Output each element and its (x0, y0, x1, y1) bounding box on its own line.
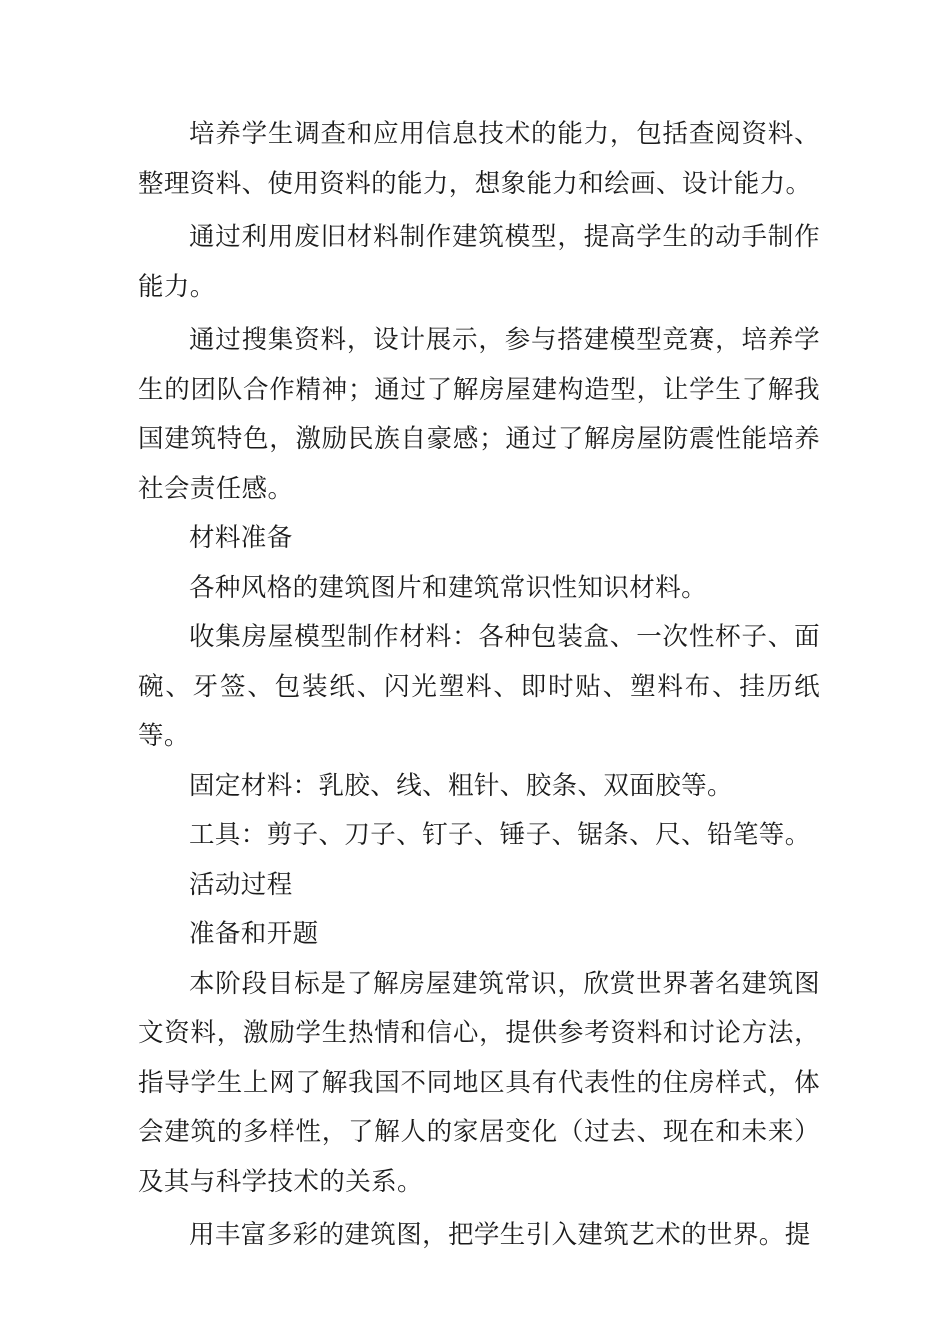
paragraph-model-materials: 收集房屋模型制作材料：各种包装盒、一次性杯子、面碗、牙签、包装纸、闪光塑料、即时贴、塑料布、挂历纸等。 (138, 622, 820, 751)
document-body (138, 110, 820, 1261)
paragraph-tools: 工具：剪子、刀子、钉子、锤子、锯条、尺、铅笔等。 (189, 820, 811, 850)
paragraph-fixing-materials: 固定材料：乳胶、线、粗针、胶条、双面胶等。 (189, 770, 733, 801)
paragraph-architecture-art: 用丰富多彩的建筑图，把学生引入建筑艺术的世界。提 (189, 1220, 811, 1250)
paragraph-model-making: 通过利用废旧材料制作建筑模型，提高学生的动手制作能力。 (138, 222, 820, 302)
paragraph-pictures: 各种风格的建筑图片和建筑常识性知识材料。 (189, 572, 708, 603)
paragraph-stage-goals: 本阶段目标是了解房屋建筑常识，欣赏世界著名建筑图文资料，激励学生热情和信心，提供参考资料和讨论方法，指导学生上网了解我国不同地区具有代表性的住房样式，体会建筑的多样性，了解人的家居变化（过去、现在和未来）及其与科学技术的关系。 (138, 968, 820, 1197)
heading-process: 活动过程 (189, 869, 293, 900)
heading-materials: 材料准备 (189, 523, 293, 553)
paragraph-ability-goals: 培养学生调查和应用信息技术的能力，包括查阅资料、整理资料、使用资料的能力，想象能力和绘画、设计能力。 (138, 119, 820, 199)
heading-preparation: 准备和开题 (189, 919, 319, 949)
paragraph-teamwork: 通过搜集资料，设计展示，参与搭建模型竞赛，培养学生的团队合作精神；通过了解房屋建构造型，让学生了解我国建筑特色，激励民族自豪感；通过了解房屋防震性能培养社会责任感。 (138, 325, 820, 504)
